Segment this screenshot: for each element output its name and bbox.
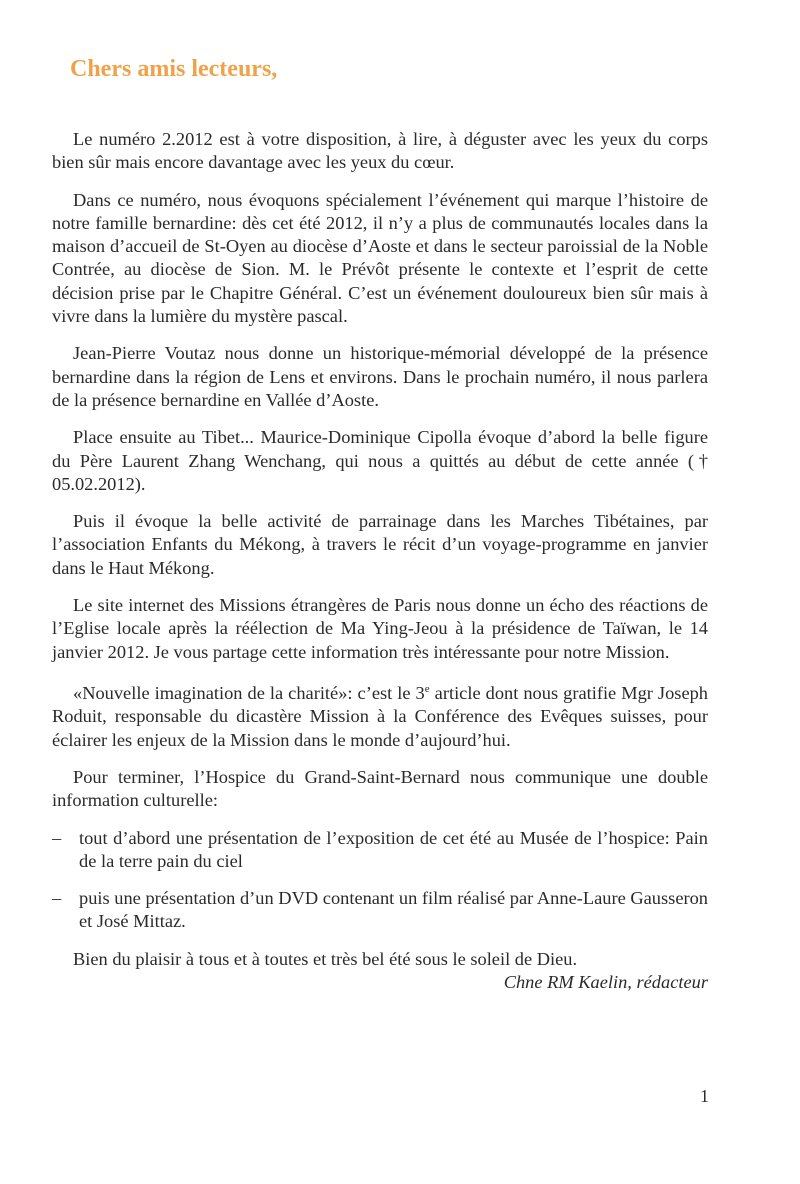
closing-line: Bien du plaisir à tous et à toutes et très bel été sous le soleil de Dieu. xyxy=(73,948,578,969)
charity-superscript: e xyxy=(424,682,430,695)
dash-marker: – xyxy=(52,888,62,909)
paragraph-intro: Le numéro 2.2012 est à votre disposition, à lire, à déguster avec les yeux du corps bien sûr mais encore davantage avec les yeux du cœur. xyxy=(52,129,708,173)
letter-title: Chers amis lecteurs, xyxy=(70,56,278,82)
dash-marker: – xyxy=(52,827,62,848)
charity-text-after: article dont nous gratifie Mgr Joseph Roduit, responsable du dicastère Mission à la Conférence des Evêques suisses, pour éclairer les enjeux de la Mission dans le monde d’aujourd’hui. xyxy=(52,683,708,750)
charity-text-before: «Nouvelle imagination de la charité»: c’est le 3 xyxy=(73,683,425,704)
paragraph-taiwan: Le site internet des Missions étrangères de Paris nous donne un écho des réactions de l’Eglise locale après la réélection de Ma Ying-Jeou à la présidence de Taïwan, le 14 janvier 2012. Je vous partage cette information très intéressante pour notre Mission. xyxy=(52,595,708,662)
paragraph-charity xyxy=(52,678,708,752)
page-number: 1 xyxy=(700,1086,709,1106)
paragraph-sponsorship: Puis il évoque la belle activité de parrainage dans les Marches Tibétaines, par l’association Enfants du Mékong, à travers le récit d’un voyage-programme en janvier dans le Haut Mékong. xyxy=(52,511,708,578)
list-item-text: puis une présentation d’un DVD contenant un film réalisé par Anne-Laure Gausseron et José Mittaz. xyxy=(79,888,708,932)
letter-body xyxy=(52,128,708,994)
list-item xyxy=(52,827,708,874)
paragraph-history: Jean-Pierre Voutaz nous donne un historique-mémorial développé de la présence bernardine dans la région de Lens et environs. Dans le prochain numéro, il nous parlera de la présence bernardine en Vallée d’Aoste. xyxy=(52,343,708,410)
paragraph-hospice: Pour terminer, l’Hospice du Grand-Saint-Bernard nous communique une double information culturelle: xyxy=(52,766,708,811)
list-item-text: tout d’abord une présentation de l’exposition de cet été au Musée de l’hospice: Pain de la terre pain du ciel xyxy=(79,827,708,871)
signature: Chne RM Kaelin, rédacteur xyxy=(503,972,708,993)
paragraph-tibet: Place ensuite au Tibet... Maurice-Dominique Cipolla évoque d’abord la belle figure du Père Laurent Zhang Wenchang, qui nous a quittés au début de cette année († 05.02.2012). xyxy=(52,427,708,494)
list-item xyxy=(52,887,708,934)
paragraph-event: Dans ce numéro, nous évoquons spécialement l’événement qui marque l’histoire de notre famille bernardine: dès cet été 2012, il n’y a plus de communautés locales dans la maison d’accueil de St-Oyen au diocèse d’Aoste et dans le secteur paroissial de la Noble Contrée, au diocèse de Sion. M. le Prévôt présente le contexte et l’esprit de cette décision prise par le Chapitre Général. C’est un événement douloureux bien sûr mais à vivre dans la lumière du mystère pascal. xyxy=(52,189,708,327)
culture-list xyxy=(52,827,708,934)
